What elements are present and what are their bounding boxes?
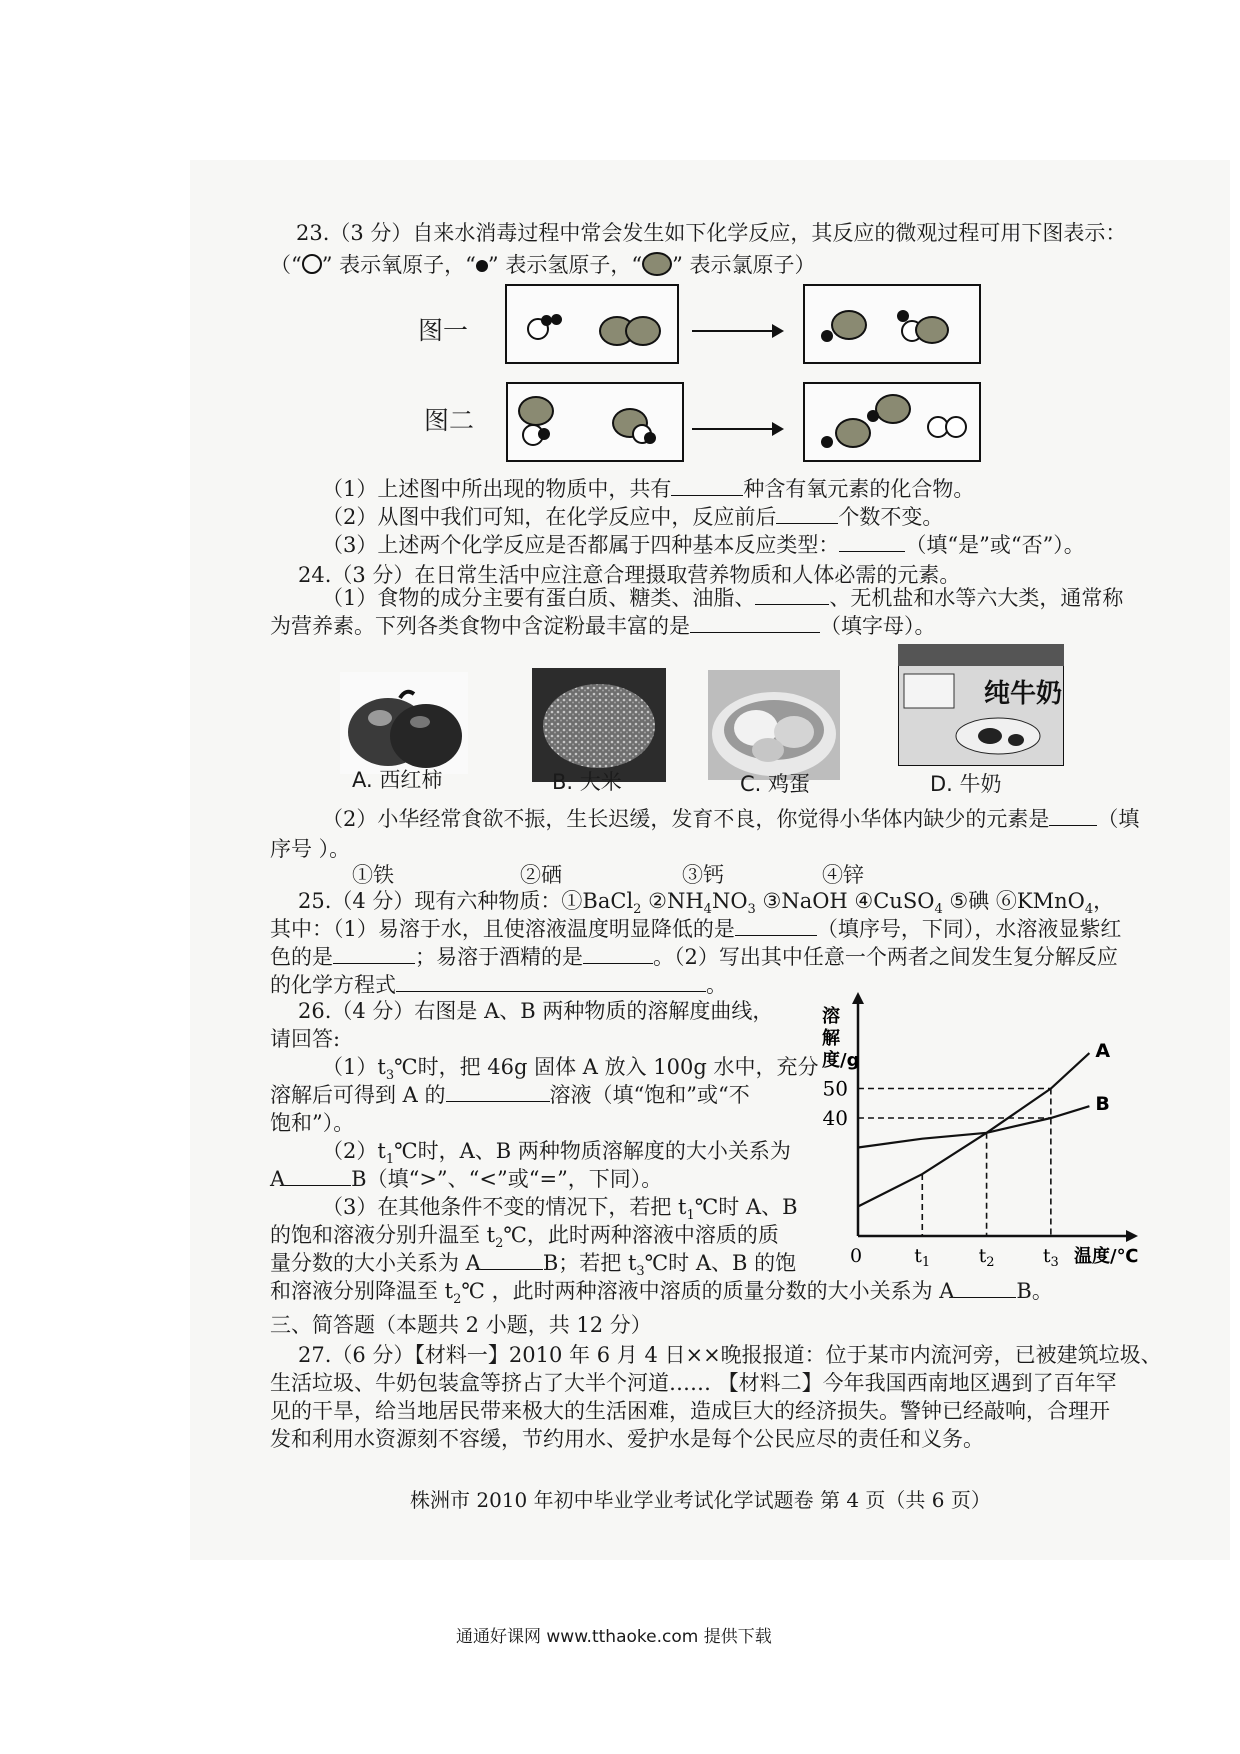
q24-line2: （1）食物的成分主要有蛋白质、糖类、油脂、 、无机盐和水等六大类，通常称 — [322, 586, 1124, 610]
q25-blank2[interactable] — [333, 943, 415, 964]
fig1-products-box — [803, 284, 981, 364]
q25-blank1[interactable] — [735, 915, 817, 936]
q23-sub1: （1）上述图中所出现的物质中，共有 种含有氧元素的化合物。 — [322, 477, 975, 501]
y-tick-label-50: 50 — [822, 1076, 848, 1101]
q24-blank3[interactable] — [1049, 805, 1097, 826]
q26-line11: 和溶液分别降温至 $t_2℃$ ，此时两种溶液中溶质的质量分数的大小关系为 A B。 — [270, 1279, 1053, 1308]
tomato-photo — [340, 672, 468, 774]
q26-line9: 的饱和溶液分别升温至 $t_2℃$，此时两种溶液中溶质的质 — [270, 1223, 779, 1252]
food-caption-c: C. 鸡蛋 — [740, 772, 811, 796]
q25-line1: 25.（4 分）现有六种物质：①BaCl$_2$ $②NH_4NO_3$ ③NaOH ④CuSO$_4$ ⑤碘 ⑥KMnO$_4$， — [298, 889, 1115, 918]
q27-line4: 发和利用水资源刻不容缓，节约用水、爱护水是每个公民应尽的责任和义务。 — [270, 1427, 984, 1451]
fig1-arrow — [692, 330, 782, 332]
q25-line3: 色的是 ；易溶于酒精的是 。（2）写出其中任意一个两者之间发生复分解反应 — [270, 945, 1118, 969]
y-label-1: 溶 — [822, 1006, 840, 1027]
fig2-label: 图二 — [424, 406, 475, 435]
q23-sub2: （2）从图中我们可知，在化学反应中，反应前后 个数不变。 — [322, 505, 944, 529]
series-line-a — [858, 1053, 1089, 1206]
milk-label: 纯牛奶 — [984, 679, 1063, 709]
q26-line3: $(1)t_3℃$时，把 46g 固体 A 放入 100g 水中，充分 — [322, 1055, 819, 1084]
section3-title: 三、简答题（本题共 2 小题，共 12 分） — [270, 1313, 652, 1337]
q23-sub3: （3）上述两个化学反应是否都属于四种基本反应类型： （填“是”或“否”）。 — [322, 533, 1085, 557]
origin-label: 0 — [850, 1245, 863, 1267]
q24-line1: 24.（3 分）在日常生活中应注意合理摄取营养物质和人体必需的元素。 — [298, 563, 961, 587]
q24-line4: （2）小华经常食欲不振，生长迟缓，发育不良，你觉得小华体内缺少的元素是 （填 — [322, 807, 1140, 831]
x-tick-label-t2: $t_2$ — [978, 1245, 995, 1270]
food-caption-b: B. 大米 — [552, 770, 622, 794]
x-tick-label-t3: $t_3$ — [1042, 1245, 1059, 1270]
q24-option-2: ②硒 — [520, 863, 562, 887]
milk-photo — [898, 644, 1064, 766]
q26-blank1[interactable] — [446, 1081, 550, 1102]
q23-blank1[interactable] — [671, 475, 743, 496]
q27-line2: 生活垃圾、牛奶包装盒等挤占了大半个河道…… 【材料二】今年我国西南地区遇到了百年罕 — [270, 1371, 1117, 1395]
x-tick-label-t1: $t_1$ — [914, 1245, 931, 1270]
site-footer: 通通好课网 www.tthaoke.com 提供下载 — [456, 1627, 772, 1647]
series-label-a: A — [1095, 1040, 1111, 1063]
q24-line3: 为营养素。下列各类食物中含淀粉最丰富的是 （填字母）。 — [270, 614, 936, 638]
q26-line1: 26.（4 分）右图是 A、B 两种物质的溶解度曲线， — [298, 999, 774, 1023]
q26-line2: 请回答: — [270, 1027, 341, 1051]
fig1-label: 图一 — [418, 316, 469, 345]
q24-line5: 序号 ）。 — [270, 837, 351, 861]
q23-legend: （“ ” 表示氧原子，“ ” 表示氢原子，“ ” 表示氯原子） — [270, 253, 816, 277]
q23-blank3[interactable] — [839, 531, 905, 552]
q23-line1: 23.（3 分）自来水消毒过程中常会发生如下化学反应，其反应的微观过程可用下图表示： — [296, 221, 1127, 245]
q24-option-3: ③钙 — [682, 863, 724, 887]
solubility-chart — [808, 990, 1148, 1280]
fig2-products-box — [803, 382, 981, 462]
q26-blank4[interactable] — [954, 1277, 1016, 1298]
fig2-arrow — [692, 428, 782, 430]
q24-option-1: ①铁 — [352, 863, 394, 887]
q26-line6: $(2)t_1℃$时，A、B 两种物质溶解度的大小关系为 — [322, 1139, 791, 1168]
y-label-2: 解 — [822, 1028, 840, 1049]
x-axis-label: 温度/℃ — [1074, 1246, 1139, 1267]
rice-photo — [532, 668, 666, 782]
q23-blank2[interactable] — [776, 503, 838, 524]
q25-line4: 的化学方程式 。 — [270, 973, 727, 997]
q25-blank3[interactable] — [583, 943, 653, 964]
y-tick-label-40: 40 — [822, 1106, 848, 1130]
q26-blank3[interactable] — [481, 1249, 543, 1270]
q26-line4: 溶解后可得到 A 的 溶液（填“饱和”或“不 — [270, 1083, 750, 1107]
q24-option-4: ④锌 — [822, 863, 864, 887]
x-axis-arrow — [1126, 1230, 1138, 1242]
chlorine-atom-icon — [642, 252, 672, 276]
q26-line5: 饱和”）。 — [270, 1111, 355, 1135]
q25-line2: 其中：（1）易溶于水，且使溶液温度明显降低的是 （填序号，下同），水溶液显紫红 — [270, 917, 1122, 941]
q26-line8: （3）在其他条件不变的情况下，若把 $t_1℃$时 A、B — [322, 1195, 798, 1224]
food-caption-d: D. 牛奶 — [930, 772, 1002, 796]
q27-line3: 见的干旱，给当地居民带来极大的生活困难，造成巨大的经济损失。警钟已经敲响，合理开 — [270, 1399, 1110, 1423]
egg-photo — [708, 670, 840, 780]
q26-blank2[interactable] — [285, 1165, 351, 1186]
y-label-3: 度/g — [822, 1050, 860, 1071]
q24-blank2[interactable] — [690, 612, 820, 633]
q27-line1: 27.（6 分）【材料一】2010 年 6 月 4 日××晚报报道：位于某市内流河旁，已被建筑垃圾、 — [298, 1343, 1162, 1367]
hydrogen-atom-icon — [476, 260, 488, 272]
page-footer: 株洲市 2010 年初中毕业学业考试化学试题卷 第 4 页（共 6 页） — [410, 1488, 991, 1512]
food-caption-a: A. 西红柿 — [352, 768, 443, 792]
q26-line10: 量分数的大小关系为 A B；若把 $t_3℃$时 A、B 的饱 — [270, 1251, 797, 1280]
oxygen-atom-icon — [302, 254, 322, 274]
q25-blank4[interactable] — [396, 971, 706, 992]
q24-blank1[interactable] — [755, 584, 829, 605]
series-label-b: B — [1095, 1093, 1110, 1116]
fig1-reactants-box — [505, 284, 679, 364]
q26-line7: A B（填“>”、“<”或“=”，下同）。 — [270, 1167, 663, 1191]
y-axis-arrow — [852, 992, 864, 1004]
fig2-reactants-box — [506, 382, 684, 462]
